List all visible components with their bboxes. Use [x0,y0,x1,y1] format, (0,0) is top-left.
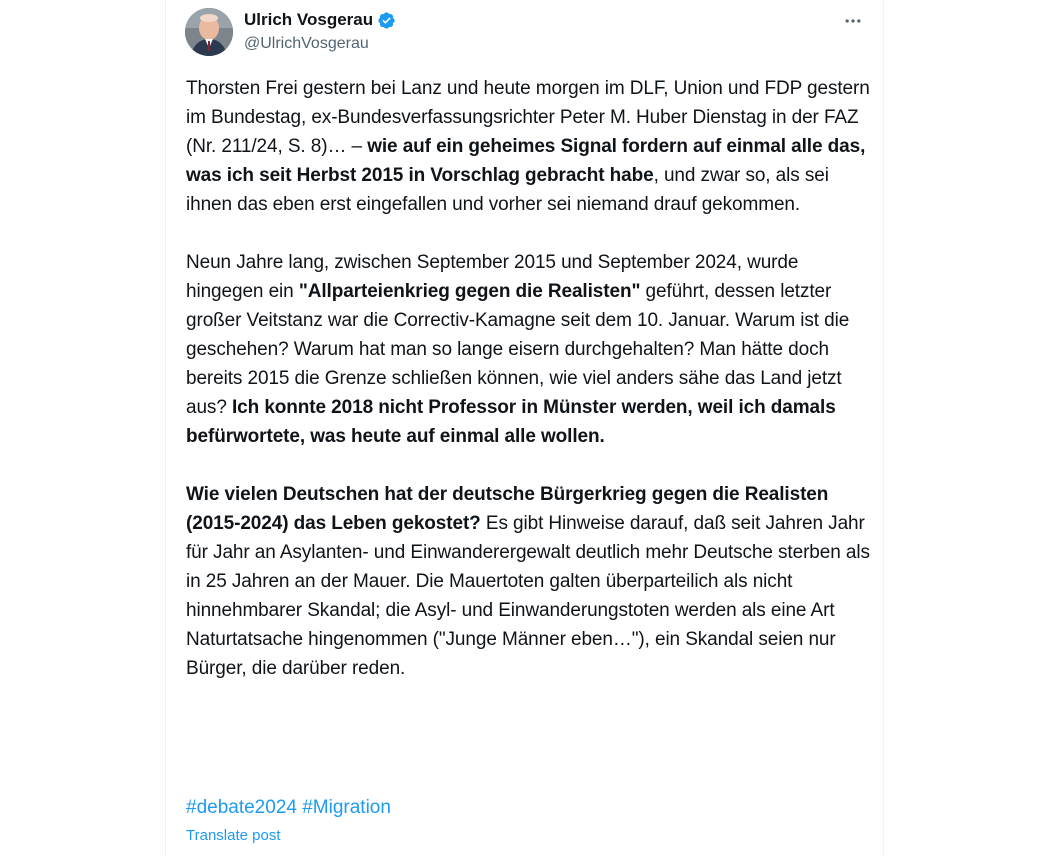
post-paragraph [186,248,870,451]
text-run: Thorsten Frei gestern bei Lanz und heute morgen im DLF, Union und FDP gestern im Bundestag, ex-Bundesverfassungsrichter Peter M. Huber Dienstag in der FAZ (Nr. 211/24, S. 8)… – [186,78,870,157]
author-display-name[interactable]: Ulrich Vosgerau [244,10,374,29]
text-run: , und zwar so, als sei ihnen das eben erst eingefallen und vorher sei niemand drauf gekommen. [186,165,829,215]
post-text [186,74,870,683]
author-name-row [244,9,396,31]
more-horizontal-icon [843,11,863,31]
hashtag-migration[interactable]: #Migration [302,797,391,818]
bold-text-run: wie auf ein geheimes Signal fordern auf einmal alle das, was ich seit Herbst 2015 in Vorschlag gebracht habe [186,136,866,186]
bold-text-run: Ich konnte 2018 nicht Professor in Münster werden, weil ich damals befürwortete, was heute auf einmal alle wollen. [186,397,836,447]
avatar[interactable] [185,8,233,56]
post-paragraph [186,74,870,219]
text-run: Neun Jahre lang, zwischen September 2015 und September 2024, wurde hingegen ein [186,252,799,302]
paragraph-gap [186,219,870,248]
bold-text-run: Wie vielen Deutschen hat der deutsche Bürgerkrieg gegen die Realisten (2015-2024) das Leben gekostet? [186,484,829,534]
bold-text-run: "Allparteienkrieg gegen die Realisten" [298,281,641,302]
more-options-button[interactable] [838,6,868,36]
post-card [165,0,884,856]
avatar-image [185,8,233,56]
hashtag-debate2024[interactable]: #debate2024 [186,797,297,818]
verified-badge-icon [377,11,396,30]
paragraph-gap [186,451,870,480]
translate-post-link[interactable]: Translate post [186,827,281,844]
post-paragraph [186,480,870,683]
hashtag-row [186,793,391,822]
text-run: Es gibt Hinweise darauf, daß seit Jahren Jahr für Jahr an Asylanten- und Einwanderergewalt deutlich mehr Deutsche sterben als in 25 Jahren an der Mauer. Die Mauertoten galten überparteilich als nicht hinnehmbarer Skandal; die Asyl- und Einwanderungstoten werden als eine Art Naturtatsache hingenommen ("Junge Männer eben…"), ein Skandal seien nur Bürger, die darüber reden. [186,513,870,679]
text-run: geführt, dessen letzter großer Veitstanz war die Correctiv-Kamagne seit dem 10. Januar. Warum ist die geschehen? Warum hat man so lange eisern durchgehalten? Man hätte doch bereits 2015 die Grenze schließen können, wie viel anders sähe das Land jetzt aus? [186,281,850,418]
author-handle[interactable]: @UlrichVosgerau [244,35,369,52]
